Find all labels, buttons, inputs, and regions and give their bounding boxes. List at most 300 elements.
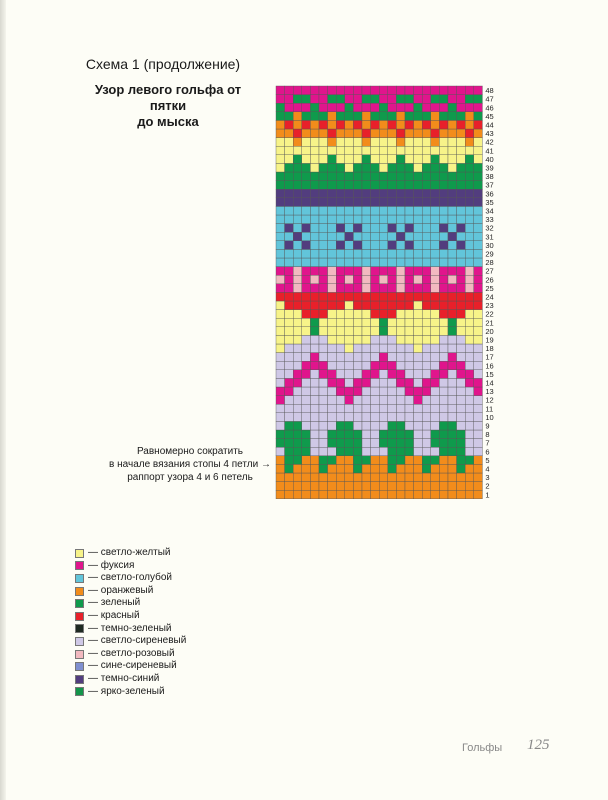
chart-cell — [285, 275, 294, 284]
chart-cell — [379, 353, 388, 362]
chart-cell — [396, 439, 405, 448]
chart-cell — [379, 138, 388, 147]
chart-cell — [439, 103, 448, 112]
chart-cell — [276, 112, 285, 121]
chart-cell — [276, 490, 285, 499]
chart-cell — [474, 215, 483, 224]
chart-cell — [353, 120, 362, 129]
chart-cell — [353, 473, 362, 482]
chart-cell — [302, 447, 311, 456]
chart-cell — [422, 421, 431, 430]
chart-cell — [371, 146, 380, 155]
chart-cell — [388, 490, 397, 499]
chart-cell — [405, 430, 414, 439]
chart-cell — [302, 206, 311, 215]
chart-cell — [448, 249, 457, 258]
chart-cell — [474, 301, 483, 310]
chart-cell — [293, 95, 302, 104]
chart-cell — [285, 464, 294, 473]
chart-cell — [362, 396, 371, 405]
chart-cell — [362, 189, 371, 198]
row-number-label: 21 — [485, 318, 494, 328]
chart-cell — [302, 439, 311, 448]
chart-cell — [431, 249, 440, 258]
chart-cell — [285, 86, 294, 95]
chart-cell — [336, 181, 345, 190]
chart-cell — [379, 241, 388, 250]
chart-cell — [457, 456, 466, 465]
chart-cell — [276, 327, 285, 336]
chart-cell — [379, 224, 388, 233]
chart-cell — [302, 456, 311, 465]
chart-cell — [302, 181, 311, 190]
chart-cell — [448, 361, 457, 370]
chart-cell — [405, 456, 414, 465]
chart-cell — [345, 86, 354, 95]
chart-cell — [422, 439, 431, 448]
chart-cell — [362, 361, 371, 370]
chart-cell — [465, 473, 474, 482]
chart-cell — [362, 353, 371, 362]
chart-cell — [379, 473, 388, 482]
chart-cell — [431, 310, 440, 319]
chart-cell — [285, 198, 294, 207]
legend-item — [75, 686, 186, 699]
chart-cell — [474, 206, 483, 215]
chart-cell — [302, 129, 311, 138]
chart-cell — [353, 404, 362, 413]
chart-cell — [336, 447, 345, 456]
chart-cell — [439, 490, 448, 499]
chart-cell — [302, 396, 311, 405]
chart-cell — [293, 112, 302, 121]
chart-cell — [362, 310, 371, 319]
chart-cell — [285, 318, 294, 327]
row-number-label: 40 — [485, 154, 494, 164]
chart-cell — [371, 387, 380, 396]
chart-cell — [362, 198, 371, 207]
chart-cell — [371, 327, 380, 336]
chart-cell — [414, 421, 423, 430]
chart-cell — [371, 353, 380, 362]
color-legend — [75, 547, 186, 698]
chart-cell — [353, 490, 362, 499]
chart-cell — [310, 232, 319, 241]
chart-cell — [448, 267, 457, 276]
chart-cell — [457, 249, 466, 258]
chart-cell — [319, 86, 328, 95]
chart-cell — [457, 353, 466, 362]
chart-cell — [439, 473, 448, 482]
chart-cell — [362, 172, 371, 181]
chart-cell — [362, 224, 371, 233]
row-number-label: 31 — [485, 232, 494, 242]
chart-cell — [276, 181, 285, 190]
chart-cell — [405, 473, 414, 482]
chart-cell — [310, 404, 319, 413]
chart-cell — [310, 370, 319, 379]
chart-cell — [405, 241, 414, 250]
chart-cell — [405, 224, 414, 233]
chart-cell — [319, 482, 328, 491]
chart-cell — [422, 387, 431, 396]
chart-cell — [405, 301, 414, 310]
chart-cell — [319, 232, 328, 241]
chart-cell — [319, 370, 328, 379]
chart-cell — [285, 413, 294, 422]
chart-cell — [388, 95, 397, 104]
chart-cell — [345, 482, 354, 491]
legend-item — [75, 648, 186, 661]
chart-cell — [293, 292, 302, 301]
chart-cell — [345, 439, 354, 448]
chart-cell — [336, 86, 345, 95]
chart-cell — [345, 318, 354, 327]
chart-cell — [345, 275, 354, 284]
chart-cell — [362, 447, 371, 456]
row-number-label: 38 — [485, 172, 494, 182]
chart-cell — [293, 189, 302, 198]
chart-cell — [328, 344, 337, 353]
chart-cell — [353, 327, 362, 336]
note-line-2: в начале вязания стопы 4 петли → — [109, 459, 271, 470]
chart-cell — [285, 224, 294, 233]
chart-cell — [414, 292, 423, 301]
chart-cell — [388, 344, 397, 353]
chart-cell — [285, 421, 294, 430]
chart-cell — [336, 490, 345, 499]
chart-cell — [276, 378, 285, 387]
chart-cell — [457, 198, 466, 207]
chart-cell — [414, 310, 423, 319]
chart-cell — [439, 206, 448, 215]
subtitle-line-2: до мыска — [137, 114, 199, 129]
chart-cell — [439, 198, 448, 207]
chart-cell — [371, 86, 380, 95]
chart-cell — [276, 241, 285, 250]
chart-cell — [276, 421, 285, 430]
chart-cell — [345, 396, 354, 405]
row-number-label: 43 — [485, 129, 494, 139]
chart-cell — [457, 181, 466, 190]
chart-cell — [405, 335, 414, 344]
chart-cell — [457, 112, 466, 121]
chart-cell — [431, 172, 440, 181]
chart-cell — [422, 275, 431, 284]
chart-cell — [431, 318, 440, 327]
chart-cell — [328, 361, 337, 370]
row-number-label: 37 — [485, 180, 494, 190]
chart-cell — [388, 404, 397, 413]
chart-cell — [285, 241, 294, 250]
chart-cell — [285, 163, 294, 172]
chart-cell — [353, 482, 362, 491]
chart-cell — [302, 335, 311, 344]
chart-cell — [457, 86, 466, 95]
legend-swatch — [75, 687, 84, 696]
chart-cell — [293, 361, 302, 370]
chart-cell — [302, 378, 311, 387]
chart-cell — [319, 129, 328, 138]
chart-cell — [328, 413, 337, 422]
chart-cell — [474, 439, 483, 448]
row-number-label: 35 — [485, 197, 494, 207]
chart-cell — [414, 120, 423, 129]
chart-cell — [388, 103, 397, 112]
chart-cell — [328, 181, 337, 190]
chart-cell — [422, 378, 431, 387]
chart-cell — [457, 421, 466, 430]
chart-cell — [310, 430, 319, 439]
chart-cell — [422, 120, 431, 129]
chart-cell — [328, 267, 337, 276]
chart-cell — [328, 378, 337, 387]
chart-cell — [448, 198, 457, 207]
chart-cell — [405, 310, 414, 319]
chart-cell — [388, 430, 397, 439]
legend-item — [75, 635, 186, 648]
chart-cell — [439, 112, 448, 121]
chart-cell — [310, 490, 319, 499]
chart-cell — [285, 473, 294, 482]
chart-cell — [465, 387, 474, 396]
chart-cell — [345, 206, 354, 215]
chart-cell — [457, 464, 466, 473]
chart-cell — [371, 396, 380, 405]
chart-cell — [285, 387, 294, 396]
subtitle-line-1: Узор левого гольфа от пятки — [94, 82, 242, 113]
chart-cell — [422, 181, 431, 190]
chart-cell — [310, 241, 319, 250]
chart-cell — [328, 439, 337, 448]
chart-cell — [448, 301, 457, 310]
chart-cell — [448, 310, 457, 319]
chart-cell — [336, 129, 345, 138]
chart-cell — [439, 310, 448, 319]
chart-cell — [405, 198, 414, 207]
row-number-label: 45 — [485, 111, 494, 121]
chart-cell — [379, 103, 388, 112]
chart-cell — [465, 482, 474, 491]
chart-cell — [405, 275, 414, 284]
chart-cell — [465, 95, 474, 104]
chart-cell — [319, 163, 328, 172]
row-number-label: 16 — [485, 361, 494, 371]
chart-cell — [431, 86, 440, 95]
chart-cell — [285, 439, 294, 448]
chart-cell — [302, 224, 311, 233]
chart-cell — [345, 103, 354, 112]
chart-cell — [336, 318, 345, 327]
chart-cell — [439, 241, 448, 250]
chart-cell — [379, 275, 388, 284]
knitting-chart — [276, 86, 506, 500]
chart-cell — [431, 181, 440, 190]
chart-cell — [345, 155, 354, 164]
chart-cell — [405, 181, 414, 190]
chart-cell — [345, 464, 354, 473]
chart-cell — [388, 275, 397, 284]
chart-cell — [276, 387, 285, 396]
chart-cell — [285, 344, 294, 353]
legend-swatch — [75, 549, 84, 558]
chart-cell — [319, 430, 328, 439]
chart-cell — [405, 370, 414, 379]
chart-cell — [336, 482, 345, 491]
chart-cell — [388, 258, 397, 267]
chart-cell — [465, 189, 474, 198]
chart-cell — [345, 120, 354, 129]
row-number-label: 41 — [485, 146, 494, 156]
chart-cell — [276, 86, 285, 95]
chart-cell — [293, 241, 302, 250]
chart-cell — [328, 310, 337, 319]
chart-cell — [319, 344, 328, 353]
chart-cell — [448, 353, 457, 362]
chart-cell — [371, 361, 380, 370]
chart-cell — [405, 353, 414, 362]
chart-cell — [431, 103, 440, 112]
chart-cell — [405, 318, 414, 327]
chart-cell — [362, 404, 371, 413]
chart-cell — [439, 396, 448, 405]
chart-cell — [293, 490, 302, 499]
legend-item — [75, 560, 186, 573]
chart-cell — [276, 404, 285, 413]
legend-item — [75, 610, 186, 623]
chart-cell — [310, 103, 319, 112]
chart-cell — [371, 482, 380, 491]
chart-cell — [474, 387, 483, 396]
chart-cell — [353, 146, 362, 155]
chart-cell — [276, 413, 285, 422]
chart-cell — [439, 301, 448, 310]
chart-cell — [396, 172, 405, 181]
chart-cell — [328, 490, 337, 499]
chart-cell — [353, 155, 362, 164]
chart-cell — [396, 482, 405, 491]
chart-cell — [285, 378, 294, 387]
chart-cell — [276, 95, 285, 104]
chart-cell — [465, 430, 474, 439]
chart-cell — [465, 232, 474, 241]
row-number-label: 34 — [485, 206, 494, 216]
chart-cell — [328, 163, 337, 172]
chart-cell — [414, 275, 423, 284]
chart-cell — [319, 318, 328, 327]
chart-cell — [328, 275, 337, 284]
chart-cell — [465, 396, 474, 405]
legend-label: — темно-зеленый — [88, 622, 172, 634]
chart-cell — [328, 172, 337, 181]
chart-cell — [310, 439, 319, 448]
chart-cell — [353, 430, 362, 439]
row-number-label: 7 — [485, 438, 490, 448]
chart-cell — [379, 456, 388, 465]
chart-cell — [388, 241, 397, 250]
chart-cell — [362, 370, 371, 379]
chart-cell — [328, 473, 337, 482]
chart-cell — [431, 275, 440, 284]
chart-cell — [362, 490, 371, 499]
chart-cell — [405, 138, 414, 147]
chart-cell — [302, 430, 311, 439]
page-edge — [0, 0, 6, 800]
chart-cell — [379, 206, 388, 215]
chart-cell — [465, 86, 474, 95]
chart-cell — [285, 361, 294, 370]
chart-cell — [371, 258, 380, 267]
chart-cell — [388, 335, 397, 344]
chart-cell — [336, 95, 345, 104]
chart-cell — [422, 163, 431, 172]
chart-cell — [414, 490, 423, 499]
row-number-label: 27 — [485, 266, 494, 276]
chart-cell — [319, 103, 328, 112]
legend-item — [75, 547, 186, 560]
chart-cell — [285, 430, 294, 439]
chart-cell — [276, 292, 285, 301]
chart-cell — [422, 464, 431, 473]
chart-cell — [431, 430, 440, 439]
chart-cell — [448, 447, 457, 456]
chart-cell — [474, 327, 483, 336]
chart-cell — [353, 447, 362, 456]
chart-cell — [336, 327, 345, 336]
chart-cell — [405, 215, 414, 224]
chart-cell — [345, 353, 354, 362]
chart-cell — [448, 95, 457, 104]
chart-cell — [345, 146, 354, 155]
chart-cell — [293, 206, 302, 215]
chart-cell — [336, 370, 345, 379]
chart-cell — [431, 155, 440, 164]
chart-cell — [422, 370, 431, 379]
chart-cell — [396, 267, 405, 276]
chart-cell — [474, 241, 483, 250]
chart-cell — [310, 292, 319, 301]
chart-cell — [457, 241, 466, 250]
chart-cell — [328, 353, 337, 362]
chart-cell — [336, 198, 345, 207]
chart-cell — [310, 482, 319, 491]
chart-cell — [388, 370, 397, 379]
chart-cell — [353, 378, 362, 387]
chart-cell — [345, 335, 354, 344]
chart-cell — [448, 473, 457, 482]
chart-cell — [353, 86, 362, 95]
chart-cell — [285, 292, 294, 301]
chart-cell — [439, 327, 448, 336]
chart-cell — [465, 447, 474, 456]
chart-cell — [371, 120, 380, 129]
chart-cell — [276, 146, 285, 155]
chart-cell — [285, 146, 294, 155]
chart-cell — [474, 404, 483, 413]
chart-cell — [371, 490, 380, 499]
chart-cell — [328, 112, 337, 121]
chart-cell — [396, 284, 405, 293]
chart-cell — [345, 387, 354, 396]
chart-cell — [285, 181, 294, 190]
chart-cell — [439, 421, 448, 430]
chart-cell — [474, 181, 483, 190]
chart-cell — [457, 129, 466, 138]
chart-cell — [405, 189, 414, 198]
chart-cell — [328, 335, 337, 344]
chart-cell — [371, 413, 380, 422]
chart-cell — [405, 284, 414, 293]
